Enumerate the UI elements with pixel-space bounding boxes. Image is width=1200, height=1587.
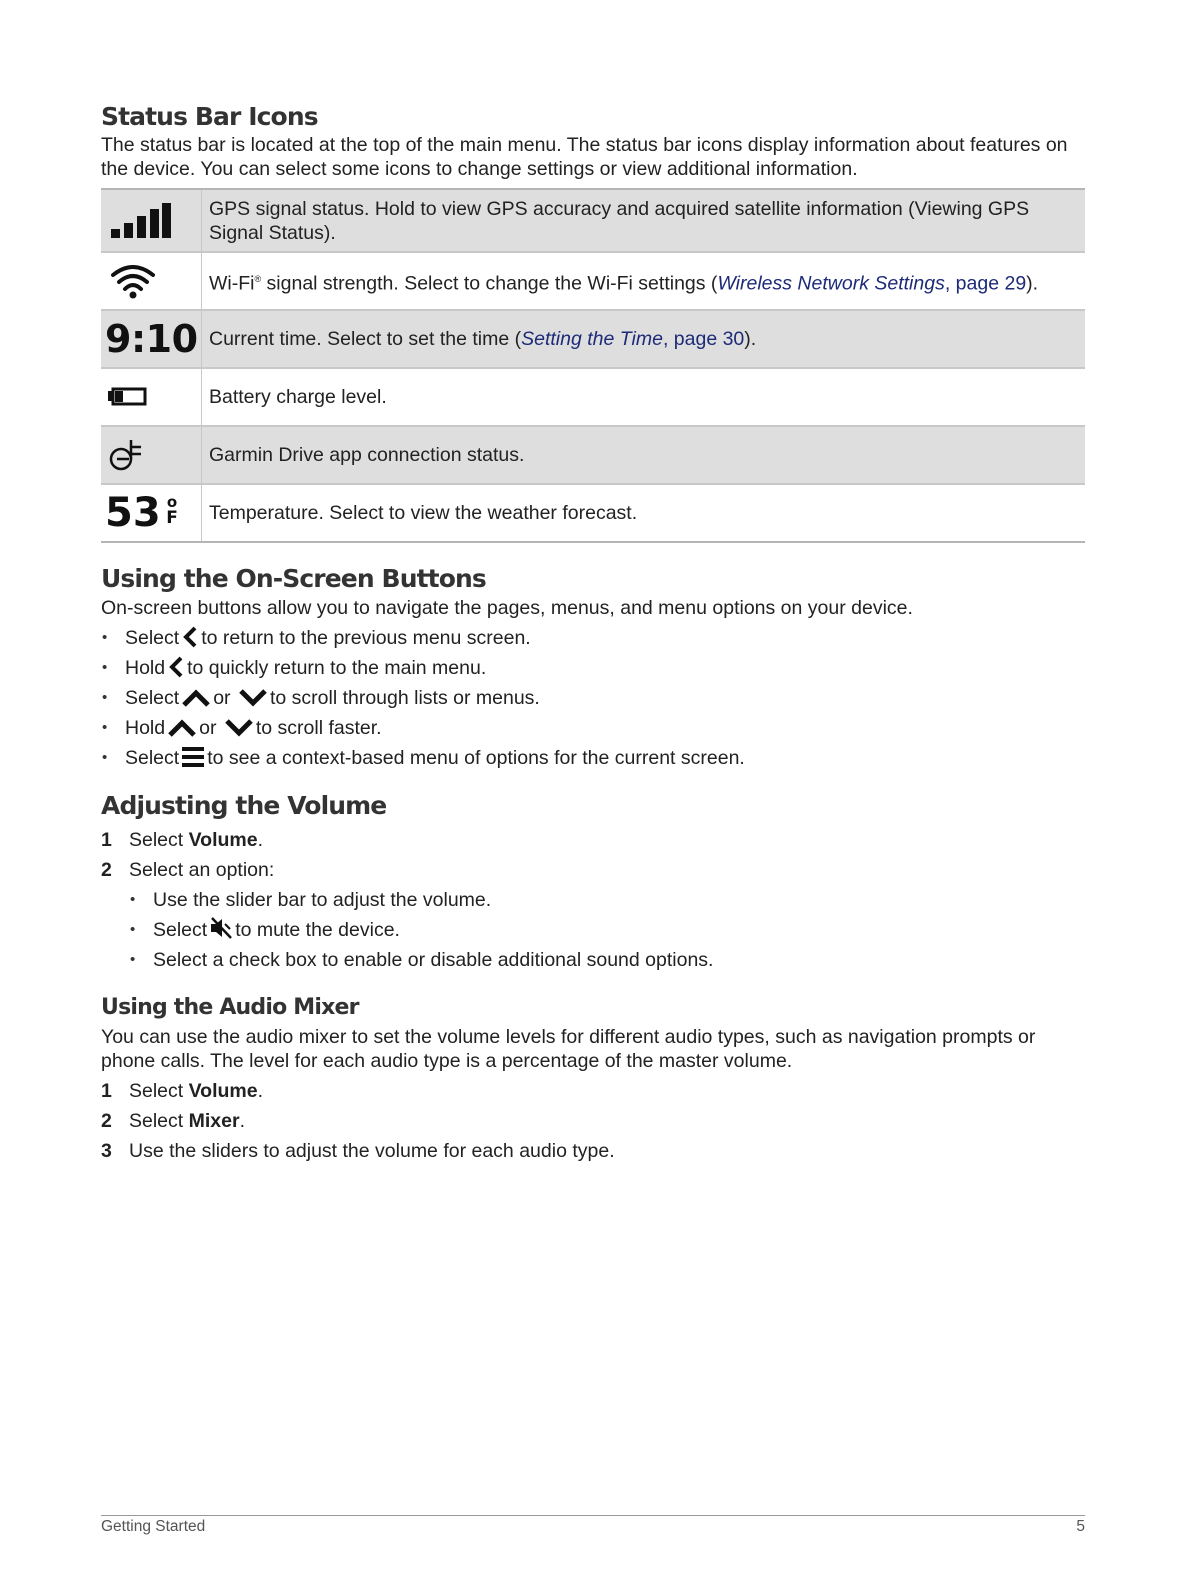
table-row [101, 426, 1085, 484]
table-row [101, 368, 1085, 426]
status-bar-icons-heading: Status Bar Icons [101, 102, 318, 131]
menu-icon [181, 746, 205, 768]
back-arrow-icon [167, 656, 185, 678]
garmin-drive-description: Garmin Drive app connection status. [202, 426, 1086, 484]
list-item: 1 Select Volume. [101, 1080, 264, 1102]
temperature-display: 53 o F [105, 490, 178, 536]
audio-mixer-intro: You can use the audio mixer to set the volume levels for different audio types, such as navigation prompts or phone calls. The level for each audio type is a percentage of the master volume. [101, 1026, 1036, 1072]
list-item: 3 Use the sliders to adjust the volume for each audio type. [101, 1140, 615, 1162]
list-item: • Use the slider bar to adjust the volume. [129, 885, 1085, 915]
down-arrow-icon [224, 718, 254, 738]
mute-icon [209, 916, 233, 940]
list-item: • Select to mute the device. [129, 915, 1085, 945]
wifi-icon [109, 262, 157, 300]
back-arrow-icon [181, 626, 199, 648]
time-display: 9:10 [105, 317, 198, 361]
up-arrow-icon [167, 718, 197, 738]
adjusting-volume-heading: Adjusting the Volume [101, 791, 387, 820]
table-row [101, 189, 1085, 252]
status-icon-table [101, 188, 1085, 543]
page-footer [101, 1515, 1085, 1536]
wireless-network-settings-link[interactable]: Wireless Network Settings, page 29 [717, 272, 1027, 295]
audio-mixer-heading: Using the Audio Mixer [101, 995, 359, 1020]
wifi-description: Wi-Fi® signal strength. Select to change the Wi-Fi settings (Wireless Network Settings, page 29). [202, 252, 1086, 310]
table-row [101, 310, 1085, 368]
time-description: Current time. Select to set the time (Setting the Time, page 30). [202, 310, 1086, 368]
list-item: • Hold or to scroll faster. [101, 713, 1085, 743]
up-arrow-icon [181, 688, 211, 708]
status-bar-intro: The status bar is located at the top of the main menu. The status bar icons display information about features on the device. You can select some icons to change settings or view additional information. [101, 134, 1068, 180]
page-content [101, 100, 1085, 1166]
volume-steps [101, 825, 1085, 885]
gps-signal-icon [107, 201, 171, 241]
temperature-description: Temperature. Select to view the weather forecast. [202, 484, 1086, 542]
list-item: • Select to see a context-based menu of options for the current screen. [101, 743, 1085, 773]
gps-signal-description: GPS signal status. Hold to view GPS accuracy and acquired satellite information (Viewing GPS Signal Status). [202, 189, 1086, 252]
list-item: • Hold to quickly return to the main menu. [101, 653, 1085, 683]
list-item: • Select or to scroll through lists or menus. [101, 683, 1085, 713]
list-item: 2 Select Mixer. [101, 1110, 245, 1132]
onscreen-buttons-heading: Using the On-Screen Buttons [101, 564, 486, 593]
audio-mixer-steps [101, 1076, 1085, 1166]
battery-description: Battery charge level. [202, 368, 1086, 426]
list-item: 2 Select an option: [101, 859, 275, 881]
list-item: • Select a check box to enable or disable additional sound options. [129, 945, 1085, 975]
down-arrow-icon [238, 688, 268, 708]
footer-page-number: 5 [1076, 1518, 1085, 1535]
setting-the-time-link[interactable]: Setting the Time, page 30 [521, 328, 745, 350]
table-row [101, 484, 1085, 542]
battery-icon [107, 387, 147, 407]
footer-section: Getting Started [101, 1518, 206, 1535]
table-row [101, 252, 1085, 310]
list-item: 1 Select Volume. [101, 829, 264, 851]
volume-options-list [129, 885, 1085, 975]
list-item: • Select to return to the previous menu screen. [101, 623, 1085, 653]
onscreen-buttons-list [101, 623, 1085, 773]
onscreen-buttons-intro: On-screen buttons allow you to navigate the pages, menus, and menu options on your device. [101, 597, 913, 619]
garmin-drive-icon [107, 437, 147, 473]
